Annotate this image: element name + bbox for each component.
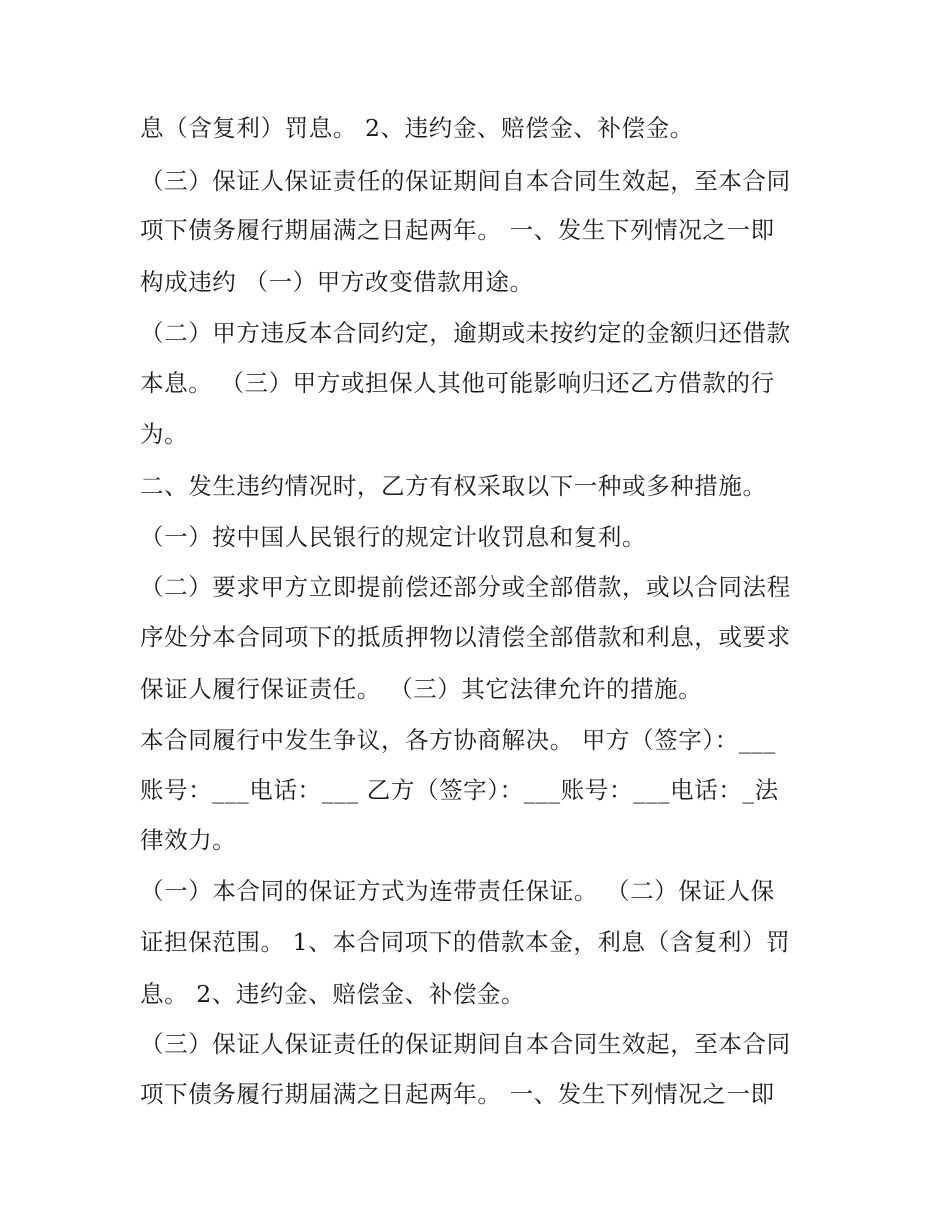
text-line: （二）要求甲方立即提前偿还部分或全部借款，或以合同法程 (140, 573, 791, 601)
text-line: （二）甲方违反本合同约定，逾期或未按约定的金额归还借款 (140, 319, 791, 347)
text-line: （一）本合同的保证方式为连带责任保证。 （二）保证人保 (140, 877, 775, 905)
text-line: 律效力。 (140, 826, 237, 854)
text-line: 保证人履行保证责任。 （三）其它法律允许的措施。 (140, 675, 703, 703)
text-line: 构成违约 （一）甲方改变借款用途。 (140, 268, 534, 296)
text-line: 账号：___电话：___ 乙方（签字）：___账号：___电话：_法 (140, 776, 779, 804)
text-line: 序处分本合同项下的抵质押物以清偿全部借款和利息，或要求 (140, 623, 791, 651)
text-line: 为。 (140, 420, 189, 448)
text-line: 二、发生违约情况时，乙方有权采取以下一种或多种措施。 (140, 472, 767, 500)
text-line: 项下债务履行期届满之日起两年。 一、发生下列情况之一即 (140, 216, 775, 244)
text-line: 证担保范围。 1、本合同项下的借款本金，利息（含复利）罚 (140, 928, 791, 956)
text-line: 息。 2、违约金、赔偿金、补偿金。 (140, 980, 526, 1008)
text-line: 本合同履行中发生争议，各方协商解决。 甲方（签字）：___ (140, 726, 776, 754)
text-line: 项下债务履行期届满之日起两年。 一、发生下列情况之一即 (140, 1080, 775, 1108)
text-line: （三）保证人保证责任的保证期间自本合同生效起，至本合同 (140, 1030, 791, 1058)
text-line: 息（含复利）罚息。 2、违约金、赔偿金、补偿金。 (140, 114, 694, 142)
text-line: （三）保证人保证责任的保证期间自本合同生效起，至本合同 (140, 167, 791, 195)
text-line: 本息。 （三）甲方或担保人其他可能影响归还乙方借款的行 (140, 369, 775, 397)
text-line: （一）按中国人民银行的规定计收罚息和复利。 (140, 523, 647, 551)
